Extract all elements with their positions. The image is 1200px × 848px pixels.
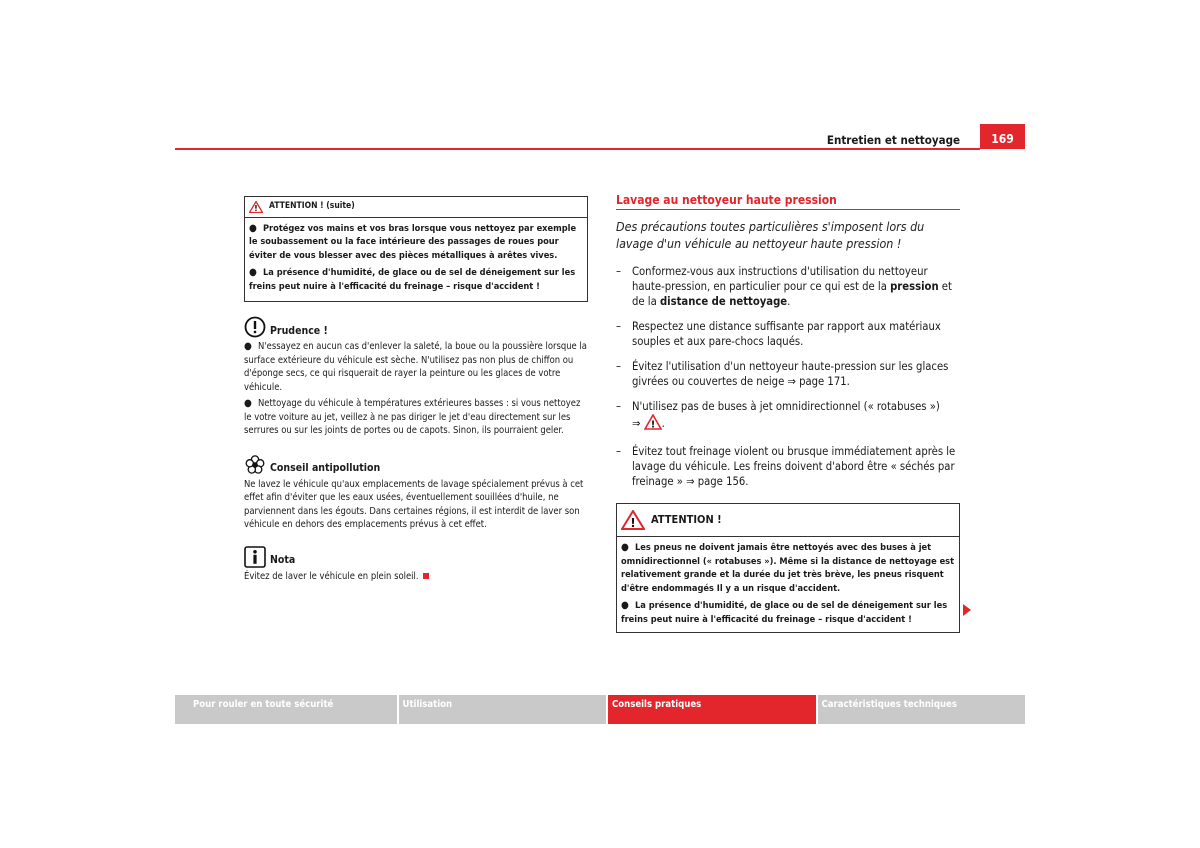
svg-text:!: ! xyxy=(254,203,258,213)
warning-triangle-icon xyxy=(644,414,662,434)
section-lead: Des précautions toutes particulières s'imposent lors du lavage d'un véhicule au nettoyeur haute pression ! xyxy=(616,219,925,251)
tab-usage[interactable]: Utilisation xyxy=(399,695,607,724)
chapter-title: Entretien et nettoyage xyxy=(826,133,960,147)
section-title: Lavage au nettoyeur haute pression xyxy=(616,193,960,210)
warning-continued-box xyxy=(244,196,588,302)
tab-practical-tips[interactable]: Conseils pratiques xyxy=(608,695,816,724)
caution-icon xyxy=(244,316,266,338)
flower-icon xyxy=(244,454,266,476)
tab-safety[interactable]: Pour rouler en toute sécurité xyxy=(175,695,397,724)
attention-box xyxy=(616,503,960,633)
caution-item: ● Nettoyage du véhicule à températures extérieures basses : si vous nettoyez le votre voiture au jet, veillez à ne pas diriger le jet d'eau directement sur les serrures ou sur les joints de portes ou de capots. Sinon, ils pourraient geler. xyxy=(244,398,581,436)
note-text: Évitez de laver le véhicule en plein soleil. xyxy=(244,570,588,584)
note-title: Nota xyxy=(270,554,296,566)
environment-title: Conseil antipollution xyxy=(270,462,381,474)
end-marker xyxy=(423,573,429,579)
warning-triangle-icon xyxy=(621,510,645,530)
environment-section xyxy=(244,454,588,532)
svg-text:!: ! xyxy=(650,419,655,430)
attention-item: ● Les pneus ne doivent jamais être nettoyés avec des buses à jet omnidirectionnel (« rotabuses »). Même si la distance de nettoyage est relativement grande et la durée du jet très brève, les pneus risquent d'être endommagés Il y a un risque d'accident. xyxy=(621,542,955,594)
list-item: – Évitez l'utilisation d'un nettoyeur haute-pression sur les glaces givrées ou couvertes de neige ⇒ page 171. xyxy=(616,360,949,388)
caution-section xyxy=(244,316,588,438)
header-rule xyxy=(175,148,980,150)
list-item: – Conformez-vous aux instructions d'utilisation du nettoyeur haute-pression, en particulier pour ce qui est de la pression et de la distance de nettoyage. xyxy=(616,265,952,308)
list-item: – Évitez tout freinage violent ou brusque immédiatement après le lavage du véhicule. Les freins doivent d'abord être « séchés par freinage » ⇒ page 156. xyxy=(616,445,956,488)
environment-text: Ne lavez le véhicule qu'aux emplacements de lavage spécialement prévus à cet effet afin d'éviter que les eaux usées, éventuellement souillées d'huile, ne parviennent dans les égouts. Dans certaines régions, il est interdit de laver son véhicule en dehors des emplacements prévus à cet effet. xyxy=(244,478,584,530)
attention-header xyxy=(617,504,959,537)
footer-nav xyxy=(175,695,1025,724)
info-icon xyxy=(244,546,266,568)
warning-title: ATTENTION ! (suite) xyxy=(269,201,355,211)
list-item: – N'utilisez pas de buses à jet omnidirectionnel (« rotabuses ») ⇒ ! . xyxy=(616,399,960,434)
left-column xyxy=(244,196,588,586)
caution-title: Prudence ! xyxy=(270,324,328,337)
continue-arrow-icon xyxy=(963,604,971,616)
tab-technical-specs[interactable]: Caractéristiques techniques xyxy=(818,695,1026,724)
warning-triangle-icon xyxy=(249,201,263,213)
caution-item: ● N'essayez en aucun cas d'enlever la saleté, la boue ou la poussière lorsque la surface extérieure du véhicule est sèche. N'utilisez pas non plus de chiffon ou d'éponge secs, ce qui risquerait de rayer la peinture ou les glaces de votre véhicule. xyxy=(244,341,587,393)
note-section xyxy=(244,546,588,584)
warning-header xyxy=(245,197,587,218)
attention-item: ● La présence d'humidité, de glace ou de sel de déneigement sur les freins peut nuire à l'efficacité du freinage – risque d'accident ! xyxy=(621,600,948,625)
warning-item: ● Protégez vos mains et vos bras lorsque vous nettoyez par exemple le soubassement ou la face intérieure des passages de roues pour éviter de vous blesser avec des pièces métalliques à arêtes vives. xyxy=(249,222,577,261)
instruction-list xyxy=(616,264,960,489)
page-number: 169 xyxy=(980,124,1025,149)
attention-title: ATTENTION ! xyxy=(651,513,722,527)
list-item: – Respectez une distance suffisante par rapport aux matériaux souples et aux pare-chocs laqués. xyxy=(616,320,941,348)
svg-text:!: ! xyxy=(630,516,636,530)
right-column xyxy=(616,193,960,633)
warning-item: ● La présence d'humidité, de glace ou de sel de déneigement sur les freins peut nuire à l'efficacité du freinage – risque d'accident ! xyxy=(249,267,576,292)
